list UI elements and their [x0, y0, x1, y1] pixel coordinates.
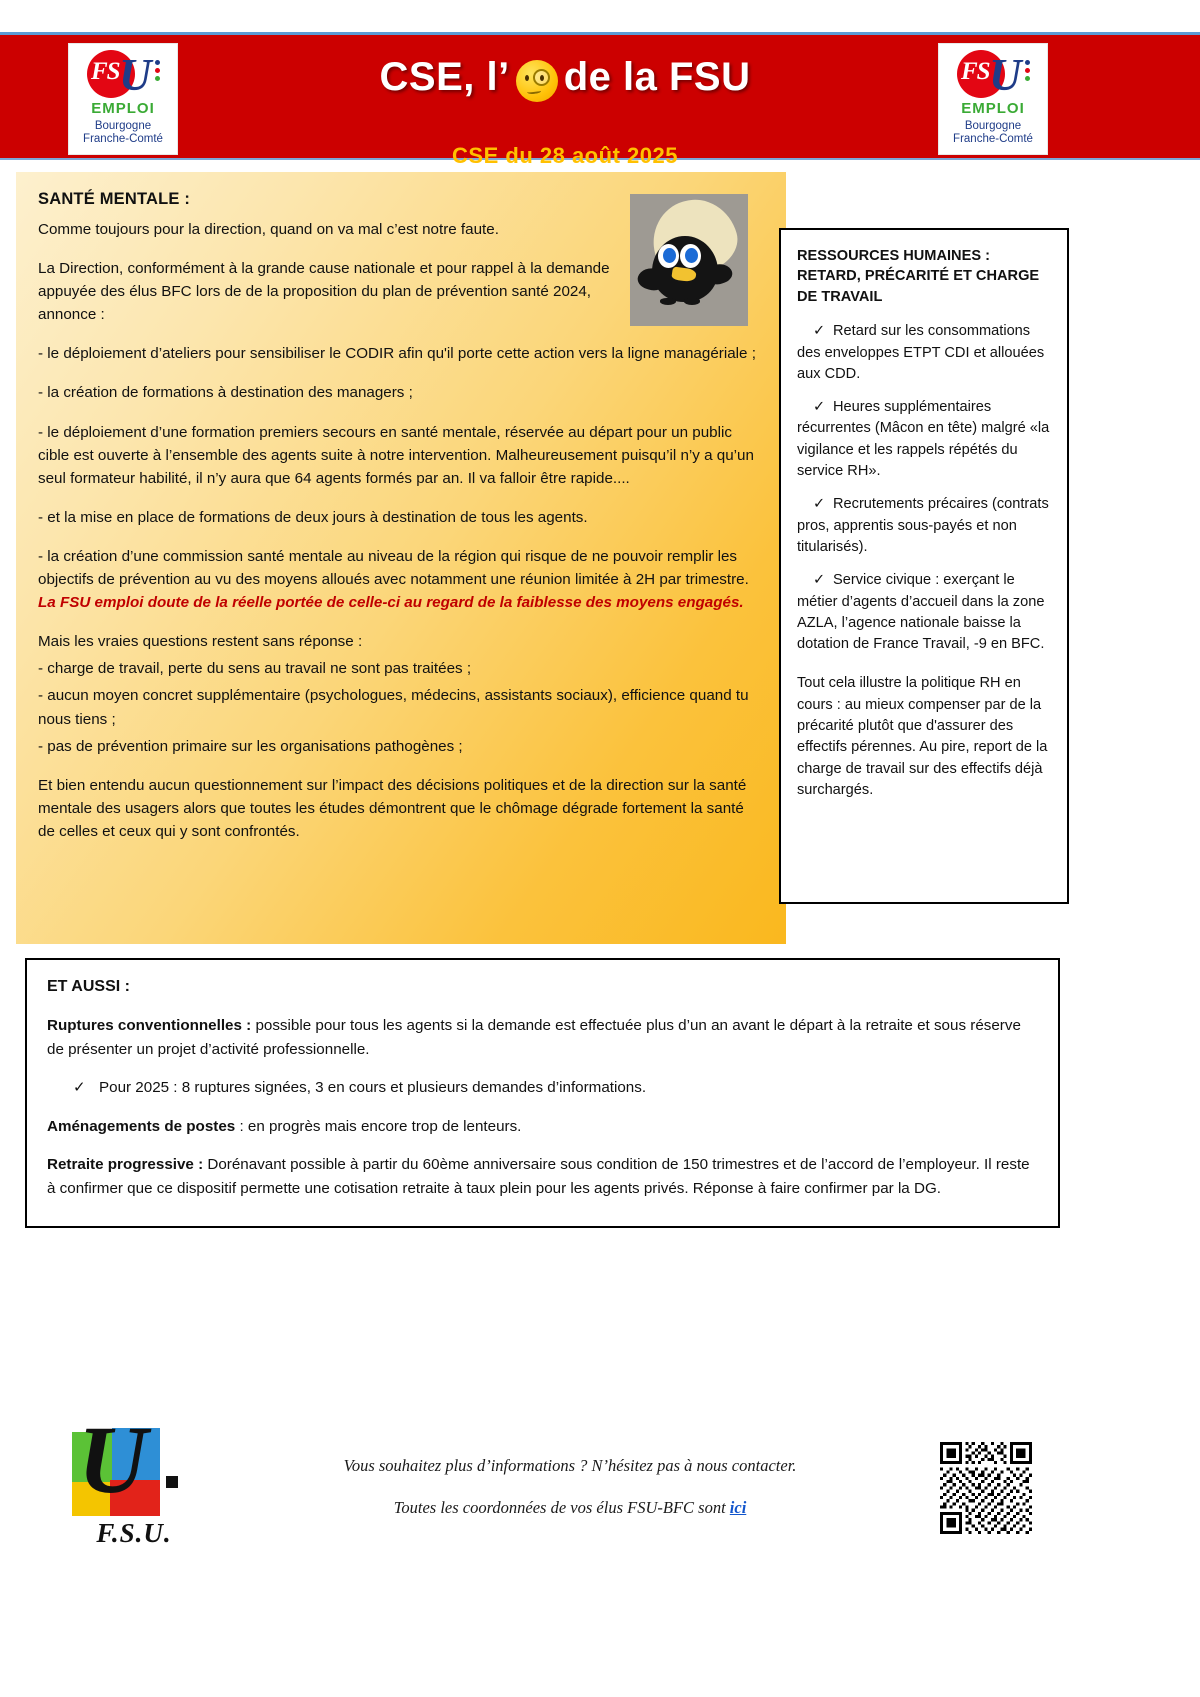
- fsu-region-line2: Franche-Comté: [83, 133, 163, 146]
- amenagements-label: Aménagements de postes: [47, 1117, 236, 1135]
- fsu-region-label: [953, 120, 1033, 146]
- footer-line-2: [230, 1498, 910, 1518]
- fsu-logo-right: [938, 43, 1048, 155]
- mh-bullet-commission: [38, 545, 756, 614]
- fsu-footer-logo: [72, 1406, 196, 1548]
- fsu-region-line1: Bourgogne: [94, 120, 152, 132]
- amenagements-postes-item: [47, 1115, 1036, 1139]
- fsu-emploi-label: EMPLOI: [961, 100, 1025, 117]
- hr-item-2-text: Heures supplémentaires récurrentes (Mâcon en tête) malgré «la vigilance et les rappels répétés du service RH».: [797, 399, 1050, 480]
- hr-item-4: [797, 570, 1053, 655]
- mh-paragraph-2: La Direction, conformément à la grande cause nationale et pour rappel à la demande appuyée des élus BFC lors de de la proposition du plan de prévention santé 2024, annonce :: [38, 260, 610, 324]
- bird-pupil-left: [663, 248, 676, 263]
- fsu-emploi-label: EMPLOI: [91, 100, 155, 117]
- bird-eggshell-illustration: [630, 194, 748, 326]
- fsu-u-letter: U: [119, 50, 152, 100]
- retraite-progressive-item: [47, 1153, 1036, 1200]
- fsu-dots-icon: [1025, 60, 1030, 84]
- mh-question-1: - charge de travail, perte du sens au travail ne sont pas traitées ;: [38, 660, 472, 678]
- logo-letter-u: U: [78, 1406, 148, 1513]
- mh-bullet-premiers-secours: - le déploiement d’une formation premiers secours en santé mentale, réservée au départ pour un public cible est ouverte à l’ensemble des agents suite à notre intervention. Malheureusement puisqu’il n’y a qu’un seul formateur habilité, il n’y aura que 64 agents formés par an. Il va falloir être rapide....: [38, 423, 754, 487]
- et-aussi-heading: ET AUSSI :: [47, 978, 130, 995]
- check-icon: ✓: [813, 496, 826, 513]
- bird-foot-left: [660, 298, 676, 305]
- mental-health-panel: [16, 172, 786, 944]
- fsu-region-label: [83, 120, 163, 146]
- mh-question-3: - pas de prévention primaire sur les organisations pathogènes ;: [38, 737, 463, 755]
- check-icon: ✓: [73, 1079, 86, 1097]
- ruptures-text: possible pour tous les agents si la demande est effectuée plus d’un an avant le départ à la retraite et sous réserve de présenter un projet d’activité professionnelle.: [47, 1017, 1021, 1058]
- retraite-text: Dorénavant possible à partir du 60ème anniversaire sous condition de 150 trimestres et de l’accord de l’employeur. Il reste à confirmer que ce dispositif permette une cotisation retraite à taux plein pour les agents privés. Réponse à faire confirmer par la DG.: [47, 1156, 1030, 1197]
- fsu-logo-mark: [941, 48, 1045, 102]
- ruptures-bullet-text: Pour 2025 : 8 ruptures signées, 3 en cours et plusieurs demandes d’informations.: [99, 1079, 647, 1097]
- mh-commission-emphasis: La FSU emploi doute de la réelle portée de celle-ci au regard de la faiblesse des moyens engagés.: [38, 594, 744, 612]
- footer-contact-text: [230, 1456, 910, 1540]
- ruptures-label: Ruptures conventionnelles :: [47, 1017, 252, 1034]
- contact-link-ici[interactable]: ici: [729, 1498, 747, 1517]
- human-resources-box: [779, 228, 1069, 904]
- mh-paragraph-1: Comme toujours pour la direction, quand on va mal c’est notre faute.: [38, 221, 499, 238]
- bird-pupil-right: [685, 248, 698, 263]
- mh-commission-text: - la création d’une commission santé mentale au niveau de la région qui risque de ne pouvoir remplir les objectifs de prévention au vu des moyens alloués avec notamment une réunion limitée à 2H par trimestre.: [38, 547, 749, 589]
- monocle-face-icon: [516, 60, 558, 102]
- hr-item-3: [797, 494, 1053, 558]
- mh-question-2: - aucun moyen concret supplémentaire (psychologues, médecins, assistants sociaux), efficience quand tu nous tiens ;: [38, 687, 749, 728]
- check-icon: ✓: [813, 572, 826, 589]
- logo-dot: [166, 1476, 178, 1488]
- fsu-fs-letters: FS: [91, 58, 120, 85]
- check-icon: ✓: [813, 323, 826, 340]
- mh-bullet-codir: - le déploiement d’ateliers pour sensibiliser le CODIR afin qu'il porte cette action vers la ligne managériale ;: [38, 345, 756, 363]
- hr-item-1: [797, 321, 1053, 385]
- mh-bullet-formations-deux-jours: - et la mise en place de formations de deux jours à destination de tous les agents.: [38, 508, 588, 526]
- mh-closing-paragraph: Et bien entendu aucun questionnement sur l’impact des décisions politiques et de la direction sur la santé mentale des usagers alors que toutes les études démontrent que le chômage dégrade fortement la santé de celles et ceux qui y sont confrontés.: [38, 776, 747, 840]
- page-title-pre: CSE, l’: [379, 55, 510, 99]
- header-banner: [0, 32, 1200, 168]
- logo-fsu-text: F.S.U.: [96, 1518, 172, 1548]
- page-subtitle: CSE du 28 août 2025: [452, 143, 678, 168]
- hr-box-heading: RESSOURCES HUMAINES : RETARD, PRÉCARITÉ ET CHARGE DE TRAVAIL: [797, 248, 1040, 305]
- fsu-region-line1: Bourgogne: [964, 120, 1022, 132]
- footer-line-2-text: Toutes les coordonnées de vos élus FSU-BFC sont: [393, 1498, 730, 1517]
- hr-item-1-text: Retard sur les consommations des enveloppes ETPT CDI et allouées aux CDD.: [797, 323, 1045, 382]
- footer-line-1: Vous souhaitez plus d’informations ? N’hésitez pas à nous contacter.: [343, 1456, 797, 1475]
- fsu-region-line2: Franche-Comté: [953, 133, 1033, 146]
- qr-code[interactable]: [940, 1442, 1032, 1534]
- retraite-label: Retraite progressive :: [47, 1156, 204, 1174]
- ruptures-conventionnelles-item: [47, 1014, 1036, 1061]
- hr-item-3-text: Recrutements précaires (contrats pros, apprentis sous-payés et non titularisés).: [797, 496, 1049, 555]
- fsu-logo-left: [68, 43, 178, 155]
- page-title: [200, 55, 930, 100]
- bird-foot-right: [684, 298, 700, 305]
- mh-questions-intro: Mais les vraies questions restent sans réponse :: [38, 633, 363, 651]
- fsu-dots-icon: [155, 60, 160, 84]
- amenagements-text: : en progrès mais encore trop de lenteurs.: [235, 1117, 522, 1135]
- hr-item-2: [797, 397, 1053, 482]
- page-title-post: de la FSU: [563, 55, 751, 99]
- section-heading-mental-health: SANTÉ MENTALE :: [38, 190, 191, 208]
- mh-bullet-formations-managers: - la création de formations à destination des managers ;: [38, 384, 413, 402]
- check-icon: ✓: [813, 399, 826, 416]
- et-aussi-box: [25, 958, 1060, 1228]
- fsu-logo-mark: [71, 48, 175, 102]
- hr-item-4-text: Service civique : exerçant le métier d’agents d’accueil dans la zone AZLA, l’agence nationale baisse la dotation de France Travail, -9 en BFC.: [797, 572, 1045, 653]
- hr-conclusion: Tout cela illustre la politique RH en cours : au mieux compenser par de la précarité plutôt que d'assurer des effectifs pérennes. Au pire, report de la charge de travail sur des effectifs déjà surchargés.: [797, 675, 1048, 798]
- fsu-u-letter: U: [989, 50, 1022, 100]
- fsu-fs-letters: FS: [961, 58, 990, 85]
- ruptures-bullet: [47, 1076, 1036, 1100]
